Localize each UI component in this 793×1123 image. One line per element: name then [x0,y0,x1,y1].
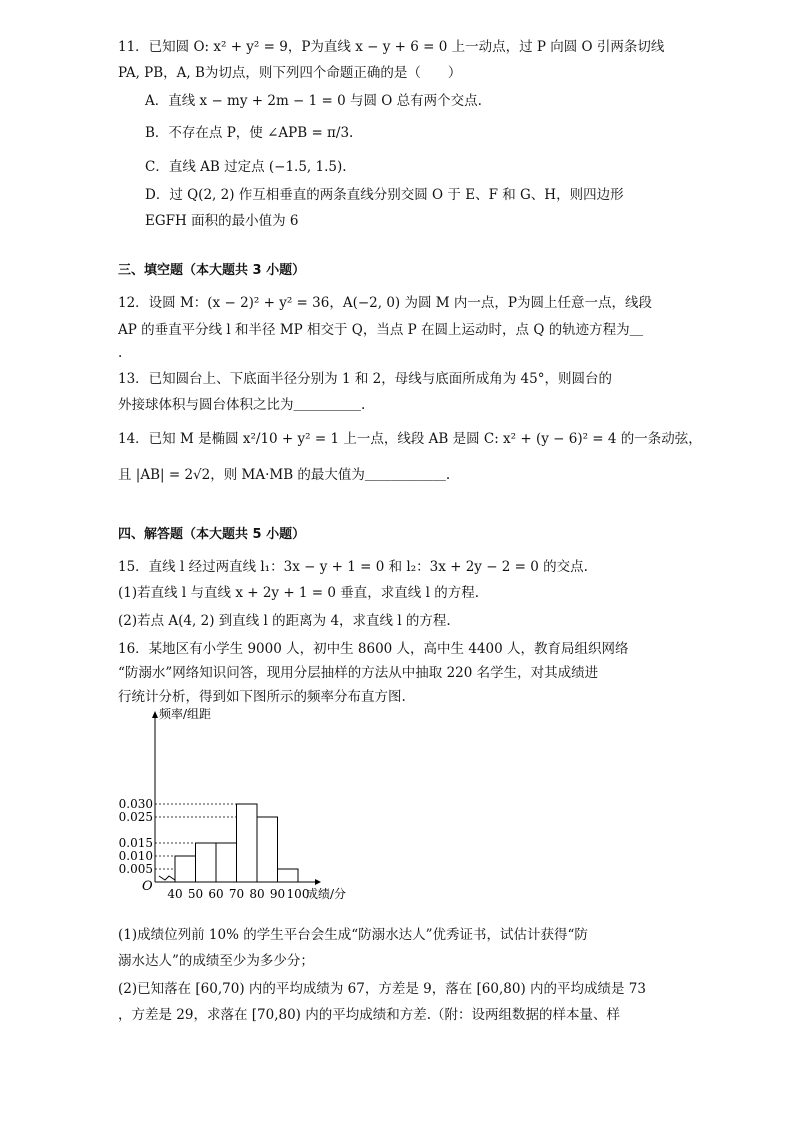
q11-option-a: A．直线 x − my + 2m − 1 = 0 与圆 O 总有两个交点. [145,93,482,109]
y-tick-label: 0.025 [118,810,153,824]
histogram-bar [257,817,278,882]
q12-line3: . [118,345,123,361]
histogram-bar [216,843,237,882]
q15-line1: 15．直线 l 经过两直线 l₁：3x − y + 1 = 0 和 l₂：3x + 2y − 2 = 0 的交点. [118,559,588,575]
y-tick-label: 0.010 [118,849,153,863]
frequency-histogram [110,706,410,924]
x-axis-label: 成绩/分 [306,887,347,901]
section-3-heading: 三、填空题（本大题共 3 小题） [118,263,306,278]
x-tick-label: 60 [208,887,224,901]
q16-line1: 16．某地区有小学生 9000 人，初中生 8600 人，高中生 4400 人，教育局组织网络 [118,641,629,657]
q11-stem-line2: PA, PB，A, B为切点，则下列四个命题正确的是（ ） [118,65,462,81]
q14-line2: 且 |AB| = 2√2，则 MA·MB 的最大值为＿＿＿＿＿＿. [118,467,451,483]
axis-break-mark [159,876,175,880]
q16-part1-line1: (1)成绩位列前 10% 的学生平台会生成“防溺水达人”优秀证书，试估计获得“防 [118,927,588,943]
x-axis-arrow [315,879,321,885]
q13-line1: 13．已知圆台上、下底面半径分别为 1 和 2，母线与底面所成角为 45°，则圆台的 [118,371,612,387]
q11-option-d-line2: EGFH 面积的最小值为 6 [145,213,299,229]
histogram-bar [237,804,258,882]
y-axis-label: 频率/组距 [159,707,212,721]
x-tick-label: 90 [269,887,286,901]
q11-stem-line1: 11．已知圆 O: x² + y² = 9，P为直线 x − y + 6 = 0 上一动点，过 P 向圆 O 引两条切线 [118,39,665,55]
histogram-bar [196,843,217,882]
q11-option-d-line1: D．过 Q(2, 2) 作互相垂直的两条直线分别交圆 O 于 E、F 和 G、H，则四边形 [145,187,624,203]
q16-line2: “防溺水”网络知识问答，现用分层抽样的方法从中抽取 220 名学生，对其成绩进 [118,665,599,681]
histogram-bar [175,856,196,882]
q11-option-c: C．直线 AB 过定点 (−1.5, 1.5). [145,159,347,175]
q14-line1: 14．已知 M 是椭圆 x²/10 + y² = 1 上一点，线段 AB 是圆 C: x² + (y − 6)² = 4 的一条动弦， [118,431,702,447]
q12-line2: AP 的垂直平分线 l 和半径 MP 相交于 Q，当点 P 在圆上运动时，点 Q 的轨迹方程为＿ [118,322,644,338]
q15-part1: (1)若直线 l 与直线 x + 2y + 1 = 0 垂直，求直线 l 的方程. [118,585,479,601]
x-tick-label: 40 [167,887,183,901]
q12-line1: 12．设圆 M：(x − 2)² + y² = 36，A(−2, 0) 为圆 M 内一点，P为圆上任意一点，线段 [118,295,652,311]
q11-option-b: B．不存在点 P，使 ∠APB = π/3. [145,125,354,141]
q16-part2-line2: ，方差是 29，求落在 [70,80) 内的平均成绩和方差.（附：设两组数据的样本量、样 [118,1007,621,1023]
section-4-heading: 四、解答题（本大题共 5 小题） [118,527,306,542]
q16-part1-line2: 溺水达人”的成绩至少为多少分； [118,953,314,969]
origin-label: O [142,879,153,894]
q13-line2: 外接球体积与圆台体积之比为＿＿＿＿＿. [118,397,366,413]
y-tick-label: 0.005 [118,862,153,876]
q16-line3: 行统计分析，得到如下图所示的频率分布直方图. [118,689,406,705]
q15-part2: (2)若点 A(4, 2) 到直线 l 的距离为 4，求直线 l 的方程. [118,613,451,629]
y-tick-label: 0.030 [118,797,153,811]
q16-part2-line1: (2)已知落在 [60,70) 内的平均成绩为 67，方差是 9，落在 [60,80) 内的平均成绩是 73 [118,981,646,997]
x-tick-label: 50 [187,887,204,901]
y-axis-arrow [152,711,158,718]
x-tick-label: 100 [286,887,310,901]
y-tick-label: 0.015 [118,836,153,850]
x-tick-label: 80 [249,887,265,901]
histogram-bar [278,869,299,882]
x-tick-label: 70 [228,887,245,901]
